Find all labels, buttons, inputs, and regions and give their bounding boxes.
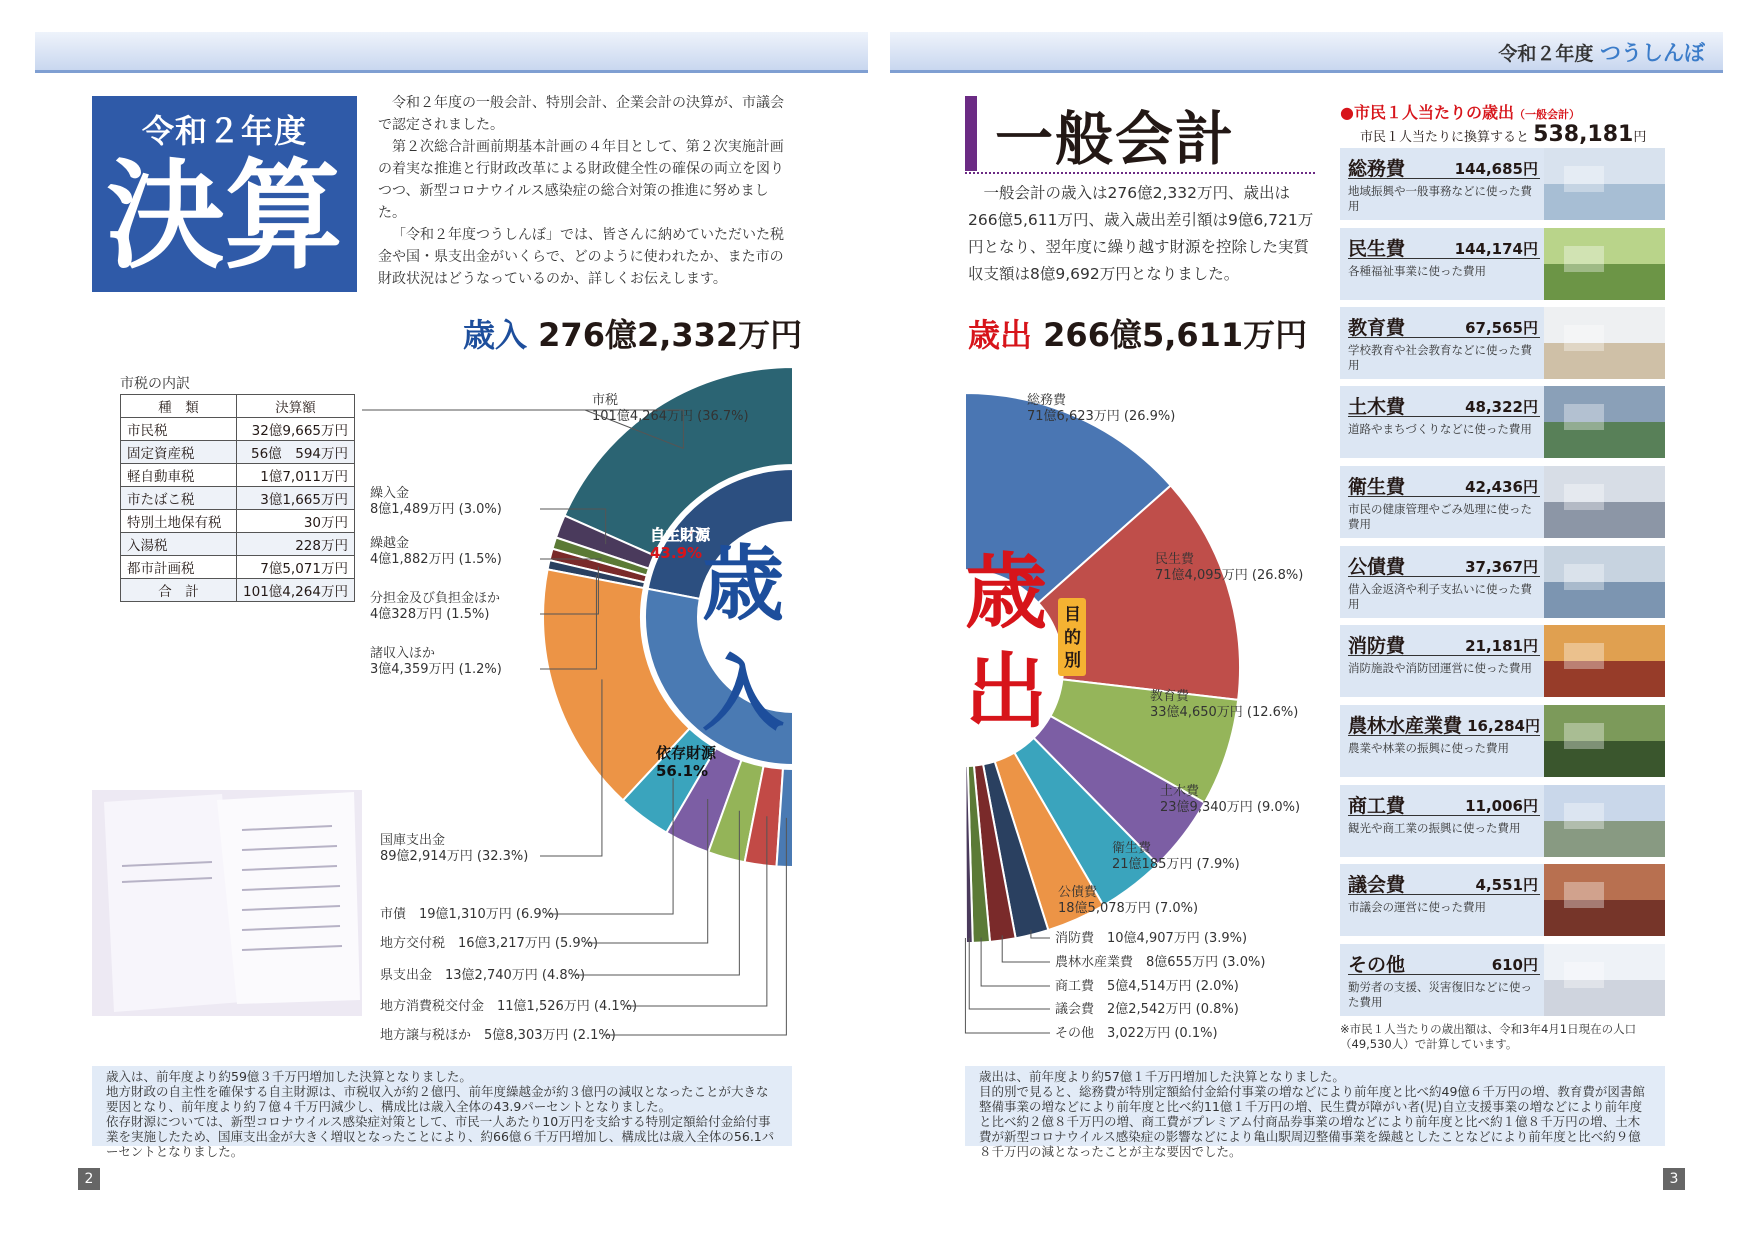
expense-label-name: 公債費: [1058, 885, 1098, 900]
per-capita-item-desc: 道路やまちづくりなどに使った費用: [1348, 422, 1532, 436]
per-capita-item-rule: [1348, 337, 1540, 338]
expense-label-text: 消防費 10億4,907万円 (3.9%): [1055, 931, 1248, 946]
revenue-label-value: 101億4,264万円 (36.7%): [592, 409, 749, 424]
per-capita-item-rule: [1348, 815, 1540, 816]
tax-amount: 3億1,665万円: [237, 487, 355, 510]
per-capita-item-amount: 16,284円: [1467, 717, 1540, 735]
expense-label-name: 衛生費: [1112, 841, 1152, 856]
per-capita-item-amount: 67,565円: [1465, 319, 1538, 337]
revenue-label-text: 地方消費税交付金 11億1,526万円 (4.1%): [380, 999, 638, 1014]
expense-label-name: 土木費: [1160, 784, 1200, 799]
per-capita-item-amount: 11,006円: [1465, 797, 1538, 815]
tax-kind: 特別土地保有税: [121, 510, 237, 533]
per-capita-item-desc: 学校教育や社会教育などに使った費用: [1348, 343, 1532, 372]
per-capita-item-name: 土木費: [1348, 396, 1406, 418]
per-capita-sub: [1360, 122, 1646, 147]
revenue-label-text: 地方譲与税ほか 5億8,303万円 (2.1%): [380, 1028, 616, 1043]
per-capita-item-amount: 144,685円: [1454, 160, 1538, 178]
expense-label-value: 18億5,078万円 (7.0%): [1058, 901, 1199, 916]
expense-label-text: その他 3,022万円 (0.1%): [1055, 1026, 1218, 1041]
per-capita-item-desc: 地域振興や一般事務などに使った費用: [1348, 184, 1532, 213]
per-capita-item: [1340, 705, 1665, 777]
intro-paragraph: 令和２年度の一般会計、特別会計、企業会計の決算が、市議会で認定されました。: [378, 95, 784, 133]
revenue-label: 歳入: [463, 316, 528, 354]
header-brand-name: つうしんぼ: [1600, 41, 1705, 65]
header-brand: [1498, 37, 1705, 67]
per-capita-item-amount: 4,551円: [1475, 876, 1538, 894]
expense-center-char: 歳: [965, 545, 1048, 640]
per-capita-photo: [1544, 148, 1665, 220]
per-capita-item-name: 農林水産業費: [1348, 715, 1463, 737]
per-capita-photo: [1544, 944, 1665, 1016]
per-capita-item-desc: 各種福祉事業に使った費用: [1348, 264, 1486, 278]
per-capita-photo: [1544, 307, 1665, 379]
per-capita-photo: [1544, 466, 1665, 538]
note-line: 地方財政の自主性を確保する自主財源は、市税収入が約２億円、前年度繰越金が約３億円の減収となったことが大きな要因となり、前年度より約７億４千万円減少し、構成比は歳入全体の43.9パーセントとなりました。: [106, 1084, 769, 1114]
expense-label-value: 71億6,623万円 (26.9%): [1027, 409, 1176, 424]
revenue-label-text: 市債 19億1,310万円 (6.9%): [380, 907, 560, 922]
tax-kind: 市たばこ税: [121, 487, 237, 510]
tax-amount: 56億 594万円: [237, 441, 355, 464]
per-capita-item-desc: 市議会の運営に使った費用: [1348, 900, 1486, 914]
per-capita-item: [1340, 228, 1665, 300]
per-capita-item-desc: 消防施設や消防団運営に使った費用: [1348, 661, 1532, 675]
per-capita-item-rule: [1348, 258, 1540, 259]
revenue-label-text: 県支出金 13億2,740万円 (4.8%): [380, 968, 586, 983]
per-capita-item-amount: 42,436円: [1465, 478, 1538, 496]
general-account-title: 一般会計: [995, 105, 1236, 173]
per-capita-item: [1340, 148, 1665, 220]
per-capita-photo: [1544, 546, 1665, 618]
per-capita-item: [1340, 944, 1665, 1016]
per-capita-item-rule: [1348, 178, 1540, 179]
expense-center-char: 出: [965, 645, 1048, 740]
per-capita-item-name: 総務費: [1348, 158, 1406, 180]
per-capita-item-desc: 農業や林業の振興に使った費用: [1348, 741, 1509, 755]
inner-dep-percent: 56.1%: [656, 762, 709, 780]
title-main: 決算: [106, 147, 343, 285]
inner-own-name: 自主財源: [650, 526, 711, 544]
revenue-center-char: 歳: [702, 537, 785, 632]
tax-amount: 32億9,665万円: [237, 418, 355, 441]
note-line: 依存財源については、新型コロナウイルス感染症対策として、市民一人あたり10万円を支給する特別定額給付金給付事業を実施したため、国庫支出金が大きく増収となったことにより、約66億６千万円増加し、構成比は歳入全体の56.1パーセントとなりました。: [106, 1114, 775, 1159]
per-capita-item-rule: [1348, 576, 1540, 577]
expense-label-value: 33億4,650万円 (12.6%): [1150, 705, 1299, 720]
tax-amount: 7億5,071万円: [237, 556, 355, 579]
header-brand-prefix: 令和２年度: [1498, 43, 1594, 65]
revenue-label-name: 分担金及び負担金ほか: [370, 591, 501, 606]
per-capita-item-rule: [1348, 655, 1540, 656]
per-capita-heading-small: （一般会計）: [1513, 108, 1580, 121]
tax-kind: 軽自動車税: [121, 464, 237, 487]
revenue-label-name: 繰越金: [370, 536, 410, 551]
per-capita-item-name: 教育費: [1348, 317, 1406, 339]
per-capita-unit: 円: [1633, 130, 1647, 145]
per-capita-photo: [1544, 228, 1665, 300]
tax-amount: 30万円: [237, 510, 355, 533]
revenue-note: [92, 1066, 792, 1159]
revenue-label-value: 8億1,489万円 (3.0%): [370, 502, 502, 517]
per-capita-item-name: 議会費: [1348, 874, 1406, 896]
per-capita-photo: [1544, 625, 1665, 697]
page-number-right: 3: [1663, 1168, 1685, 1190]
tax-header-kind: 種 類: [121, 395, 237, 418]
expense-label-name: 総務費: [1027, 393, 1067, 408]
per-capita-item-rule: [1348, 974, 1540, 975]
inner-dep-name: 依存財源: [656, 744, 717, 762]
per-capita-item-desc: 市民の健康管理やごみ処理に使った費用: [1348, 502, 1532, 531]
tax-amount: 1億7,011万円: [237, 464, 355, 487]
per-capita-item-rule: [1348, 894, 1540, 895]
tax-kind: 市民税: [121, 418, 237, 441]
tax-total-label: 合 計: [121, 579, 237, 602]
per-capita-item-amount: 144,174円: [1454, 240, 1538, 258]
expense-label: [969, 938, 1239, 1017]
expense-label-value: 71億4,095万円 (26.8%): [1155, 568, 1304, 583]
per-capita-photo: [1544, 705, 1665, 777]
expense-label-text: 議会費 2億2,542万円 (0.8%): [1055, 1002, 1239, 1017]
per-capita-item: [1340, 386, 1665, 458]
expense-slice: [965, 766, 966, 943]
per-capita-item: [1340, 466, 1665, 538]
per-capita-item: [1340, 864, 1665, 936]
general-intro-text: 一般会計の歳入は276億2,332万円、歳出は266億5,611万円、歳入歳出差引額は9億6,721万円となり、翌年度に繰り越す財源を控除した実質収支額は8億9,692万円となりました。: [968, 184, 1314, 283]
revenue-label-name: 市税: [592, 393, 619, 408]
expense-label-value: 23億9,340万円 (9.0%): [1160, 800, 1301, 815]
per-capita-item: [1340, 785, 1665, 857]
per-capita-item-name: 消防費: [1348, 635, 1406, 657]
expense-label: 歳出: [968, 316, 1033, 354]
per-capita-heading-text: ●市民１人当たりの歳出: [1340, 103, 1514, 122]
revenue-label-name: 国庫支出金: [380, 833, 446, 848]
per-capita-item-amount: 610円: [1491, 956, 1538, 974]
per-capita-total: 538,181: [1533, 122, 1634, 147]
per-capita-item: [1340, 307, 1665, 379]
per-capita-item-amount: 21,181円: [1465, 637, 1538, 655]
revenue-label-value: 3億4,359万円 (1.2%): [370, 662, 502, 677]
purpose-tag-char: 目: [1064, 605, 1081, 625]
expense-label-name: 民生費: [1155, 552, 1195, 567]
expense-leader-line: [965, 938, 1050, 1033]
per-capita-item-desc: 観光や商工業の振興に使った費用: [1348, 821, 1521, 835]
per-capita-item-desc: 借入金返済や利子支払いに使った費用: [1348, 582, 1532, 611]
tax-kind: 固定資産税: [121, 441, 237, 464]
revenue-amount: 276億2,332万円: [538, 316, 803, 354]
per-capita-item-name: 公債費: [1348, 556, 1406, 578]
per-capita-item-name: 衛生費: [1348, 476, 1406, 498]
per-capita-item-name: 商工費: [1348, 795, 1406, 817]
per-capita-photo: [1544, 864, 1665, 936]
per-capita-photo: [1544, 386, 1665, 458]
tax-kind: 入湯税: [121, 533, 237, 556]
expense-label-name: 教育費: [1150, 689, 1190, 704]
revenue-center-char: 入: [702, 647, 785, 742]
expense-note: [965, 1066, 1665, 1159]
tax-total-amount: 101億4,264万円: [237, 579, 355, 602]
tax-amount: 228万円: [237, 533, 355, 556]
per-capita-item-name: その他: [1348, 954, 1406, 976]
per-capita-item: [1340, 546, 1665, 618]
per-capita-item-desc: 勤労者の支援、災害復旧などに使った費用: [1348, 980, 1532, 1009]
revenue-label-value: 89億2,914万円 (32.3%): [380, 849, 529, 864]
per-capita-heading: [1340, 100, 1580, 123]
revenue-label-name: 繰入金: [370, 486, 410, 501]
title-year: 令和２年度: [141, 112, 307, 150]
expense-label: [1031, 930, 1247, 946]
expense-label-text: 農林水産業費 8億655万円 (3.0%): [1055, 955, 1266, 970]
revenue-label-value: 4億328万円 (1.5%): [370, 607, 490, 622]
expense-amount: 266億5,611万円: [1043, 316, 1308, 354]
per-capita-item-rule: [1348, 416, 1540, 417]
per-capita-photo: [1544, 785, 1665, 857]
purpose-tag-char: 別: [1064, 651, 1081, 671]
per-capita-item: [1340, 625, 1665, 697]
per-capita-item-rule: [1348, 735, 1540, 736]
revenue-label-value: 4億1,882万円 (1.5%): [370, 552, 502, 567]
purpose-tag-char: 的: [1064, 628, 1081, 648]
inner-own-percent: 43.9%: [650, 544, 703, 562]
note-line: 歳入は、前年度より約59億３千万円増加した決算となりました。: [106, 1069, 472, 1084]
tax-table-title: 市税の内訳: [120, 376, 190, 392]
per-capita-footnote: ※市民１人当たりの歳出額は、令和3年4月1日現在の人口（49,530人）で計算しています。: [1340, 1022, 1637, 1051]
note-line: 歳出は、前年度より約57億１千万円増加した決算となりました。: [979, 1069, 1345, 1084]
per-capita-sub-text: 市民１人当たりに換算すると: [1360, 130, 1530, 145]
intro-paragraph: 第２次総合計画前期基本計画の４年目として、第２次実施計画の着実な推進と行財政改革による財政健全性の確保の両立を図りつつ、新型コロナウイルス感染症の総合対策の推進に努めました。: [378, 139, 784, 221]
revenue-label-name: 諸収入ほか: [370, 646, 436, 661]
intro-paragraph: 「令和２年度つうしんぼ」では、皆さんに納めていただいた税金や国・県支出金がいくらで、どのように使われたか、また市の財政状況はどうなっているのか、詳しくお伝えします。: [378, 227, 784, 287]
tax-kind: 都市計画税: [121, 556, 237, 579]
tax-header-amount: 決算額: [237, 395, 355, 418]
per-capita-item-rule: [1348, 496, 1540, 497]
per-capita-item-amount: 48,322円: [1465, 398, 1538, 416]
per-capita-item-name: 民生費: [1348, 238, 1406, 260]
expense-label-value: 21億185万円 (7.9%): [1112, 857, 1240, 872]
note-line: 目的別で見ると、総務費が特別定額給付金給付事業の増などにより前年度と比べ約49億６千万円の増、教育費が図書館整備事業の増などにより前年度と比べ約11億１千万円の増、民生費が障がい者(児)自立支援事業の増などにより前年度と比べ約２億８千万円の増、商工費がプレミアム付商品券事業の増などにより前年度と比べ約１億８千万円の増、土木費が新型コロナウイルス感染症の影響などにより亀山駅周辺整備事業を繰越としたことなどにより前年度と比べ約９億８千万円の減となったことが主な要因でした。: [979, 1084, 1645, 1159]
per-capita-item-amount: 37,367円: [1465, 558, 1538, 576]
expense-label-text: 商工費 5億4,514万円 (2.0%): [1055, 979, 1239, 994]
revenue-label-text: 地方交付税 16億3,217万円 (5.9%): [380, 936, 599, 951]
page-number-left: 2: [78, 1168, 100, 1190]
